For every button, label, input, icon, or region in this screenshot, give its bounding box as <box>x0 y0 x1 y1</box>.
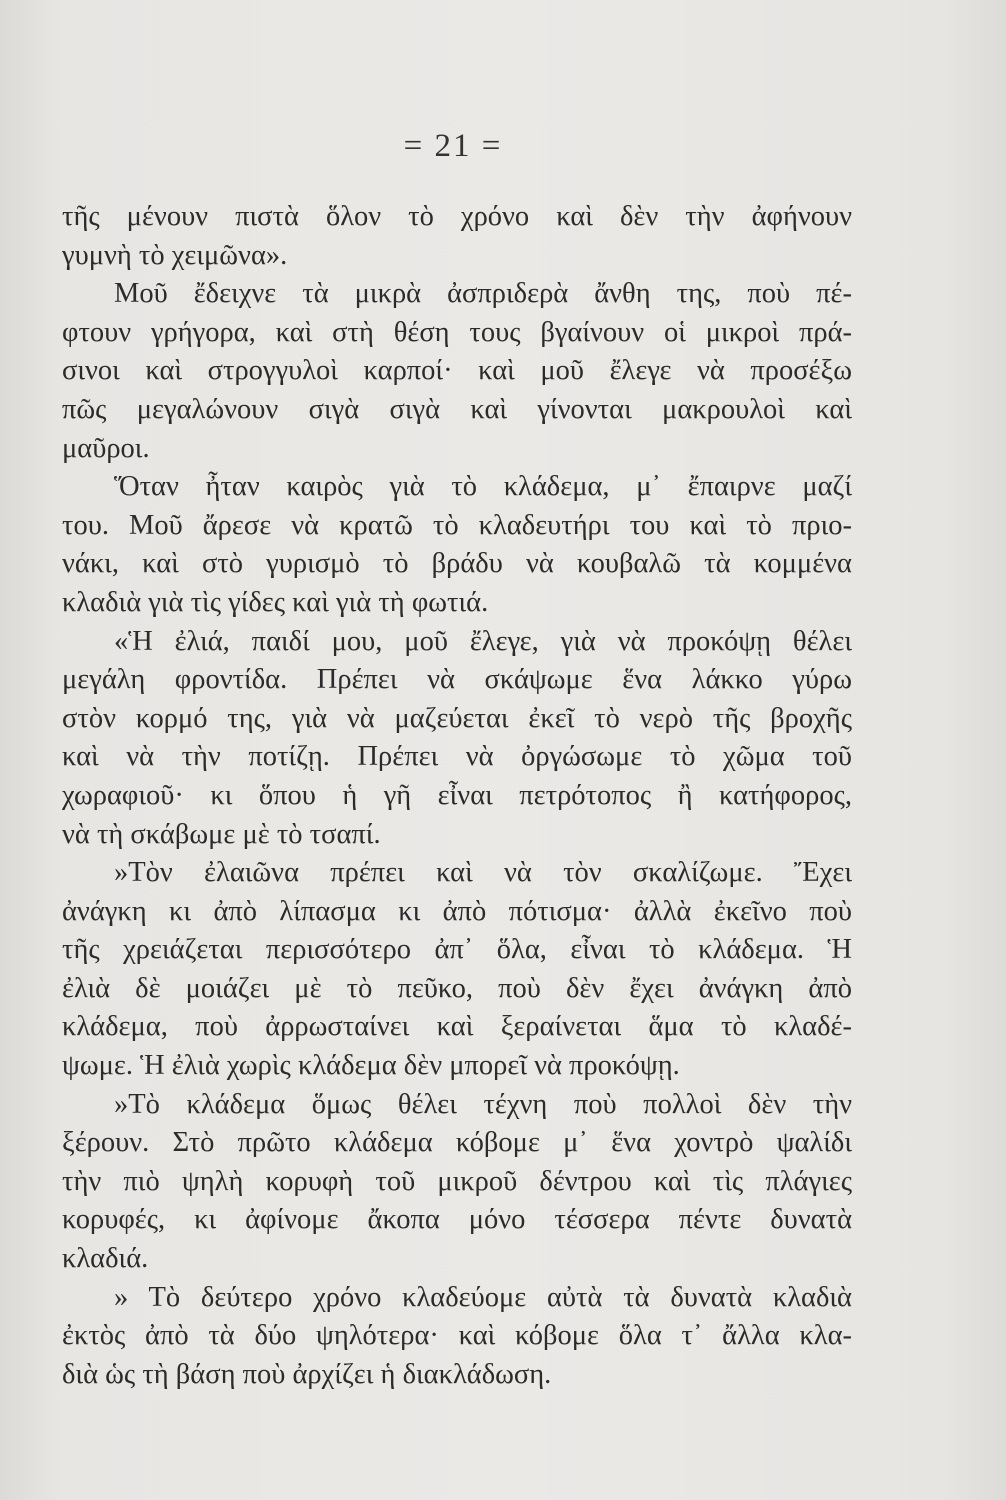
text-line: καὶ νὰ τὴν ποτίζῃ. Πρέπει νὰ ὀργώσωμε τὸ χῶμα τοῦ <box>62 741 852 773</box>
text-line: φτουν γρήγορα, καὶ στὴ θέση τους βγαίνουν οἱ μικροὶ πρά- <box>62 316 852 348</box>
text-line: νάκι, καὶ στὸ γυρισμὸ τὸ βράδυ νὰ κουβαλῶ τὰ κομμένα <box>62 548 852 580</box>
text-line: » Τὸ δεύτερο χρόνο κλαδεύομε αὐτὰ τὰ δυνατὰ κλαδιὰ <box>114 1281 852 1313</box>
text-line: χωραφιοῦ· κι ὅπου ἡ γῆ εἶναι πετρότοπος ἢ κατήφορος, <box>62 779 852 811</box>
text-line: πῶς μεγαλώνουν σιγὰ σιγὰ καὶ γίνονται μακρουλοὶ καὶ <box>62 393 852 425</box>
text-line: κλαδιὰ γιὰ τὶς γίδες καὶ γιὰ τὴ φωτιά. <box>62 586 489 618</box>
text-line: του. Μοῦ ἄρεσε νὰ κρατῶ τὸ κλαδευτήρι του καὶ τὸ πριο- <box>62 509 852 541</box>
text-line: »Τὸ κλάδεμα ὅμως θέλει τέχνη ποὺ πολλοὶ δὲν τὴν <box>114 1088 852 1120</box>
page-number: = 21 = <box>403 128 503 164</box>
text-line: Μοῦ ἔδειχνε τὰ μικρὰ ἀσπριδερὰ ἄνθη της, ποὺ πέ- <box>114 278 852 310</box>
text-line: Ὅταν ἦταν καιρὸς γιὰ τὸ κλάδεμα, μ᾿ ἔπαιρνε μαζί <box>114 471 852 503</box>
text-line: κορυφές, κι ἀφίνομε ἄκοπα μόνο τέσσερα πέντε δυνατὰ <box>62 1204 852 1236</box>
text-line: τῆς χρειάζεται περισσότερο ἀπ᾿ ὅλα, εἶναι τὸ κλάδεμα. Ἡ <box>62 934 852 966</box>
text-line: »Τὸν ἐλαιῶνα πρέπει καὶ νὰ τὸν σκαλίζωμε. Ἔχει <box>114 857 852 889</box>
text-line: τὴν πιὸ ψηλὴ κορυφὴ τοῦ μικροῦ δέντρου καὶ τὶς πλάγιες <box>62 1165 852 1197</box>
text-line: «Ἡ ἐλιά, παιδί μου, μοῦ ἔλεγε, γιὰ νὰ προκόψῃ θέλει <box>114 625 852 657</box>
text-line: κλαδιά. <box>62 1243 149 1275</box>
text-line: ἀνάγκη κι ἀπὸ λίπασμα κι ἀπὸ πότισμα· ἀλλὰ ἐκεῖνο ποὺ <box>62 895 852 927</box>
text-line: ψωμε. Ἡ ἐλιὰ χωρὶς κλάδεμα δὲν μπορεῖ νὰ προκόψῃ. <box>62 1050 680 1082</box>
text-line: διὰ ὡς τὴ βάση ποὺ ἀρχίζει ἡ διακλάδωση. <box>62 1358 552 1390</box>
text-line: ἐλιὰ δὲ μοιάζει μὲ τὸ πεῦκο, ποὺ δὲν ἔχει ἀνάγκη ἀπὸ <box>62 972 852 1004</box>
text-line: νὰ τὴ σκάβωμε μὲ τὸ τσαπί. <box>62 818 381 850</box>
text-line: μαῦροι. <box>62 432 150 464</box>
text-line: σινοι καὶ στρογγυλοὶ καρποί· καὶ μοῦ ἔλεγε νὰ προσέξω <box>62 355 852 387</box>
text-line: κλάδεμα, ποὺ ἀρρωσταίνει καὶ ξεραίνεται ἅμα τὸ κλαδέ- <box>62 1011 852 1043</box>
text-line: μεγάλη φροντίδα. Πρέπει νὰ σκάψωμε ἕνα λάκκο γύρω <box>62 664 852 696</box>
text-line: ἐκτὸς ἀπὸ τὰ δύο ψηλότερα· καὶ κόβομε ὅλα τ᾿ ἄλλα κλα- <box>62 1320 852 1352</box>
text-line: τῆς μένουν πιστὰ ὅλον τὸ χρόνο καὶ δὲν τὴν ἀφήνουν <box>62 201 852 232</box>
text-line: γυμνὴ τὸ χειμῶνα». <box>62 239 288 271</box>
text-line: στὸν κορμό της, γιὰ νὰ μαζεύεται ἐκεῖ τὸ νερὸ τῆς βροχῆς <box>62 702 852 734</box>
body-text <box>62 198 852 1394</box>
text-line: ξέρουν. Στὸ πρῶτο κλάδεμα κόβομε μ᾿ ἕνα χοντρὸ ψαλίδι <box>62 1127 852 1159</box>
